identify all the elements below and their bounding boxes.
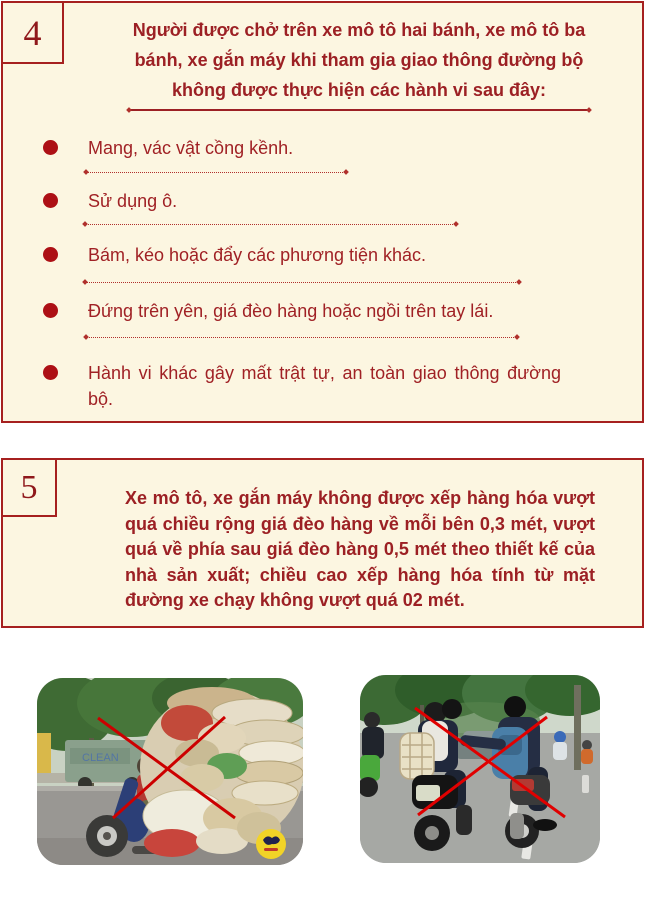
section-4-number: 4 (23, 12, 42, 53)
rule-item-text: Đứng trên yên, giá đèo hàng hoặc ngồi trên tay lái. (88, 301, 494, 321)
overloaded-motorcycle-illustration (37, 678, 303, 865)
rule-item-text: Sử dụng ô. (88, 191, 178, 211)
section-5-number-box (1, 458, 57, 517)
rule-item (3, 298, 642, 324)
bullet-dot-icon (43, 365, 58, 380)
overloaded-motorcycle-photo (37, 678, 303, 865)
rule-item (3, 188, 642, 214)
item-divider-line (87, 172, 345, 173)
riders-pushing-other-vehicle-photo (360, 675, 600, 863)
bullet-dot-icon (43, 140, 58, 155)
riders-pushing-illustration (360, 675, 600, 863)
section-5-panel (1, 458, 644, 628)
section-5-number: 5 (20, 468, 38, 506)
section-4-number-box (1, 1, 64, 64)
rule-item (3, 135, 642, 161)
rule-item (3, 360, 642, 412)
section-4-heading: Người được chở trên xe mô tô hai bánh, xe mô tô ba bánh, xe gắn máy khi tham gia giao thông đường bộ không được thực hiện các hành vi sau đây: (132, 20, 586, 100)
rule-item (3, 242, 642, 268)
item-divider-line (87, 337, 516, 338)
item-divider-line (86, 224, 455, 225)
bullet-dot-icon (43, 303, 58, 318)
svg-text:CLEAN: CLEAN (82, 752, 119, 764)
item-divider-line (86, 282, 518, 283)
heading-divider-line (130, 109, 588, 111)
bullet-dot-icon (43, 247, 58, 262)
rule-item-text: Hành vi khác gây mất trật tự, an toàn giao thông đường bộ. (88, 363, 561, 409)
bullet-dot-icon (43, 193, 58, 208)
section-4-panel (1, 1, 644, 423)
section-5-body-text: Xe mô tô, xe gắn máy không được xếp hàng hóa vượt quá chiều rộng giá đèo hàng về mỗi bên 0,3 mét, vượt quá về phía sau giá đèo hàng 0,5 mét theo thiết kế của nhà sản xuất; chiều cao xếp hàng hóa tính từ mặt đường xe chạy không vượt quá 02 mét. (125, 488, 595, 610)
rule-item-text: Mang, vác vật cồng kềnh. (88, 138, 294, 158)
rule-item-text: Bám, kéo hoặc đẩy các phương tiện khác. (88, 245, 427, 265)
